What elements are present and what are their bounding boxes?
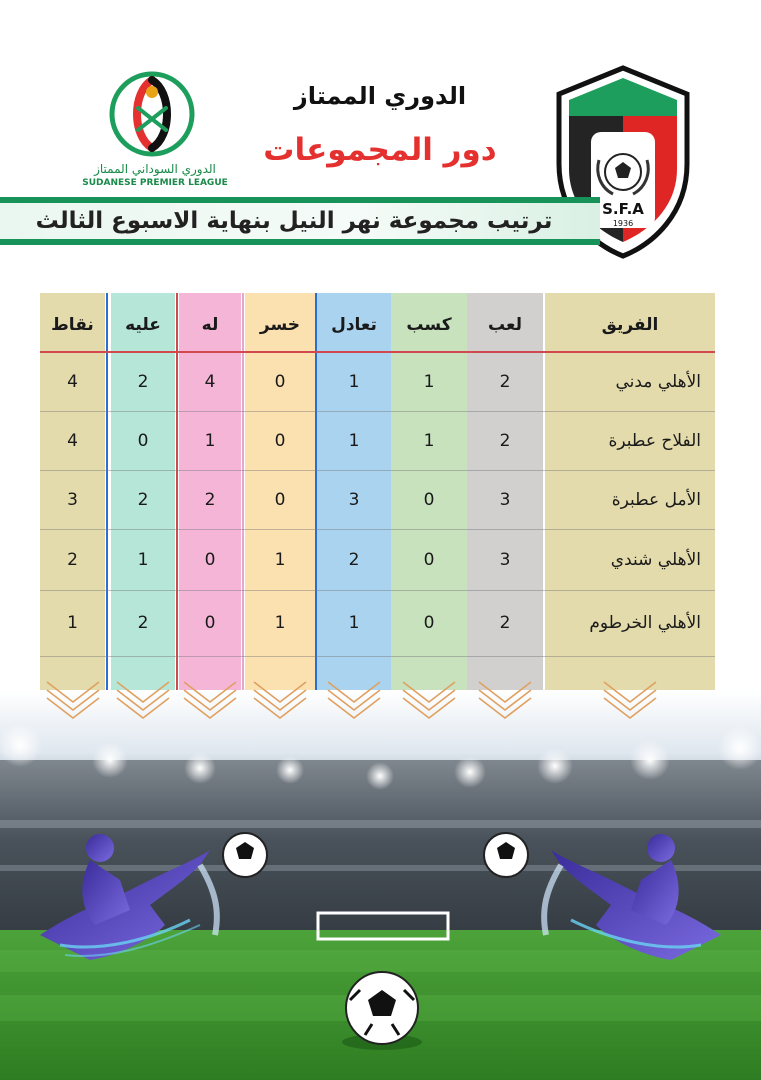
column-won: [391, 293, 467, 733]
stat-cell: 0: [274, 489, 286, 510]
column-divider: [176, 293, 178, 708]
stat-cell: 2: [67, 549, 78, 570]
stat-cell: 1: [423, 430, 435, 451]
stat-cell: 0: [204, 613, 216, 633]
league-name-arabic: الدوري السوداني الممتاز: [94, 162, 216, 176]
column-header-points: نقاط: [51, 315, 94, 335]
stat-cell: 4: [204, 372, 216, 392]
stat-cell: 3: [348, 489, 360, 510]
stat-cell: 2: [348, 549, 360, 570]
stat-cell: 0: [423, 489, 435, 510]
stage-title: دور المجموعات: [263, 132, 497, 168]
standings-heading: ترتيب مجموعة نهر النيل بنهاية الاسبوع الثالث: [35, 208, 553, 234]
stat-cell: 1: [274, 549, 286, 570]
stat-cell: 1: [348, 372, 360, 392]
column-goals-for: [179, 293, 241, 733]
column-team: [545, 293, 715, 733]
league-title: الدوري الممتاز: [293, 82, 467, 110]
team-name-cell: الأهلي شندي: [610, 549, 701, 570]
league-name-english: SUDANESE PREMIER LEAGUE: [82, 178, 228, 188]
row-divider: [40, 411, 715, 412]
stat-cell: 1: [67, 613, 78, 633]
column-goals-against: [111, 293, 175, 733]
stat-cell: 0: [137, 430, 149, 451]
row-divider: [40, 656, 715, 657]
column-played: [467, 293, 543, 733]
column-header-goals-for: له: [201, 315, 219, 335]
svg-text:1936: 1936: [612, 219, 634, 228]
stat-cell: 3: [499, 549, 511, 570]
stat-cell: 2: [204, 489, 216, 510]
stadium-background: [0, 690, 761, 1080]
chevron-down-icon: [324, 676, 384, 720]
row-divider: [40, 470, 715, 471]
stat-cell: 1: [423, 372, 435, 392]
team-name-cell: الأهلي مدني: [615, 372, 701, 392]
column-header-goals-against: عليه: [125, 315, 161, 335]
column-header-drawn: تعادل: [331, 315, 377, 335]
header-divider: [40, 351, 715, 353]
column-header-team: الفريق: [601, 315, 659, 335]
stat-cell: 0: [274, 372, 286, 392]
stat-cell: 0: [423, 549, 435, 570]
stat-cell: 2: [499, 372, 511, 392]
column-lost: [245, 293, 315, 733]
column-drawn: [317, 293, 391, 733]
stat-cell: 3: [67, 489, 78, 510]
league-ring-icon: [108, 70, 196, 158]
stat-cell: 2: [137, 489, 149, 510]
column-header-lost: خسر: [259, 315, 301, 335]
chevron-down-icon: [180, 676, 240, 720]
stat-cell: 1: [348, 430, 360, 451]
column-points: [40, 293, 105, 733]
stat-cell: 2: [137, 372, 149, 392]
team-name-cell: الفلاح عطبرة: [608, 430, 701, 451]
chevron-down-icon: [399, 676, 459, 720]
column-header-played: لعب: [488, 315, 522, 335]
row-divider: [40, 529, 715, 530]
stat-cell: 1: [274, 613, 286, 633]
chevron-down-icon: [43, 676, 103, 720]
chevron-down-icon: [113, 676, 173, 720]
stat-cell: 0: [423, 613, 435, 633]
chevron-down-icon: [600, 676, 660, 720]
stat-cell: 1: [137, 549, 149, 570]
column-divider: [106, 293, 108, 708]
team-name-cell: الأهلي الخرطوم: [589, 613, 701, 633]
stat-cell: 0: [274, 430, 286, 451]
stat-cell: 4: [67, 372, 78, 392]
stat-cell: 3: [499, 489, 511, 510]
column-divider: [242, 293, 244, 708]
team-name-cell: الأمل عطبرة: [611, 489, 701, 510]
league-logo: [80, 70, 230, 195]
svg-text:S.F.A: S.F.A: [602, 200, 644, 218]
stat-cell: 4: [67, 430, 78, 451]
stat-cell: 1: [204, 430, 216, 451]
stat-cell: 1: [348, 613, 360, 633]
stat-cell: 2: [137, 613, 149, 633]
stat-cell: 2: [499, 430, 511, 451]
chevron-down-icon: [250, 676, 310, 720]
stat-cell: 2: [499, 613, 511, 633]
row-divider: [40, 590, 715, 591]
stat-cell: 0: [204, 549, 216, 570]
column-header-won: كسب: [406, 315, 452, 335]
chevron-down-icon: [475, 676, 535, 720]
